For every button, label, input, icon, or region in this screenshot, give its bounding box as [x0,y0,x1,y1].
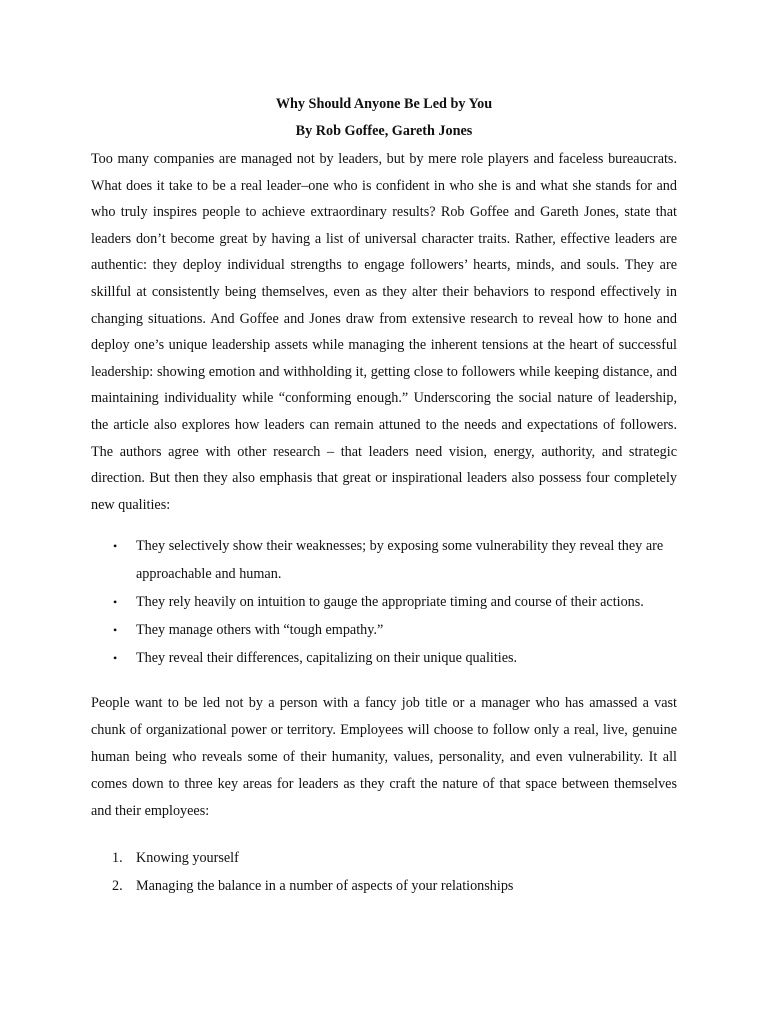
intro-paragraph: Too many companies are managed not by leaders, but by mere role players and faceless bureaucrats. What does it take to be a real leader–one who is confident in who she is and what she stands for and who truly inspires people to achieve extraordinary results? Rob Goffee and Gareth Jones, state that leaders don’t become great by having a list of universal character traits. Rather, effective leaders are authentic: they deploy individual strengths to engage followers’ hearts, minds, and souls. They are skillful at consistently being themselves, even as they alter their behaviors to respond effectively in changing situations. And Goffee and Jones draw from extensive research to reveal how to hone and deploy one’s unique leadership assets while managing the inherent tensions at the heart of successful leadership: showing emotion and withholding it, getting close to followers while keeping distance, and maintaining individuality while “conforming enough.” Underscoring the social nature of leadership, the article also explores how leaders can remain attuned to the needs and expectations of followers. The authors agree with other research – that leaders need vision, energy, authority, and strategic direction. But then they also emphasis that great or inspirational leaders also possess four completely new qualities: [91,151,677,513]
numbered-item [91,844,677,872]
list-item-text: They selectively show their weaknesses; by exposing some vulnerability they reveal they are approachable and human. [136,538,664,583]
bullet-icon: • [113,595,118,610]
list-item [91,644,677,672]
item-number: 1. [112,850,123,867]
list-item-text: They rely heavily on intuition to gauge the appropriate timing and course of their actions. [136,594,644,611]
bullet-icon: • [113,623,118,638]
body-paragraph: People want to be led not by a person with a fancy job title or a manager who has amassed a vast chunk of organizational power or territory. Employees will choose to follow only a real, live, genuine human being who reveals some of their humanity, values, personality, and even vulnerability. It all comes down to three key areas for leaders as they craft the nature of that space between themselves and their employees: [91,695,677,820]
list-item [91,532,677,588]
qualities-list [91,532,677,672]
bullet-icon: • [113,651,118,666]
numbered-item-text: Managing the balance in a number of aspects of your relationships [136,878,514,895]
document-page [91,92,677,900]
bullet-icon: • [113,539,118,554]
list-item-text: They reveal their differences, capitalizing on their unique qualities. [136,650,518,667]
document-byline: By Rob Goffee, Gareth Jones [295,123,473,139]
list-item [91,588,677,616]
numbered-item-text: Knowing yourself [136,850,239,867]
numbered-item [91,872,677,900]
item-number: 2. [112,878,123,895]
list-item [91,616,677,644]
key-areas-list [91,844,677,900]
document-title: Why Should Anyone Be Led by You [275,96,493,112]
list-item-text: They manage others with “tough empathy.” [136,622,384,639]
